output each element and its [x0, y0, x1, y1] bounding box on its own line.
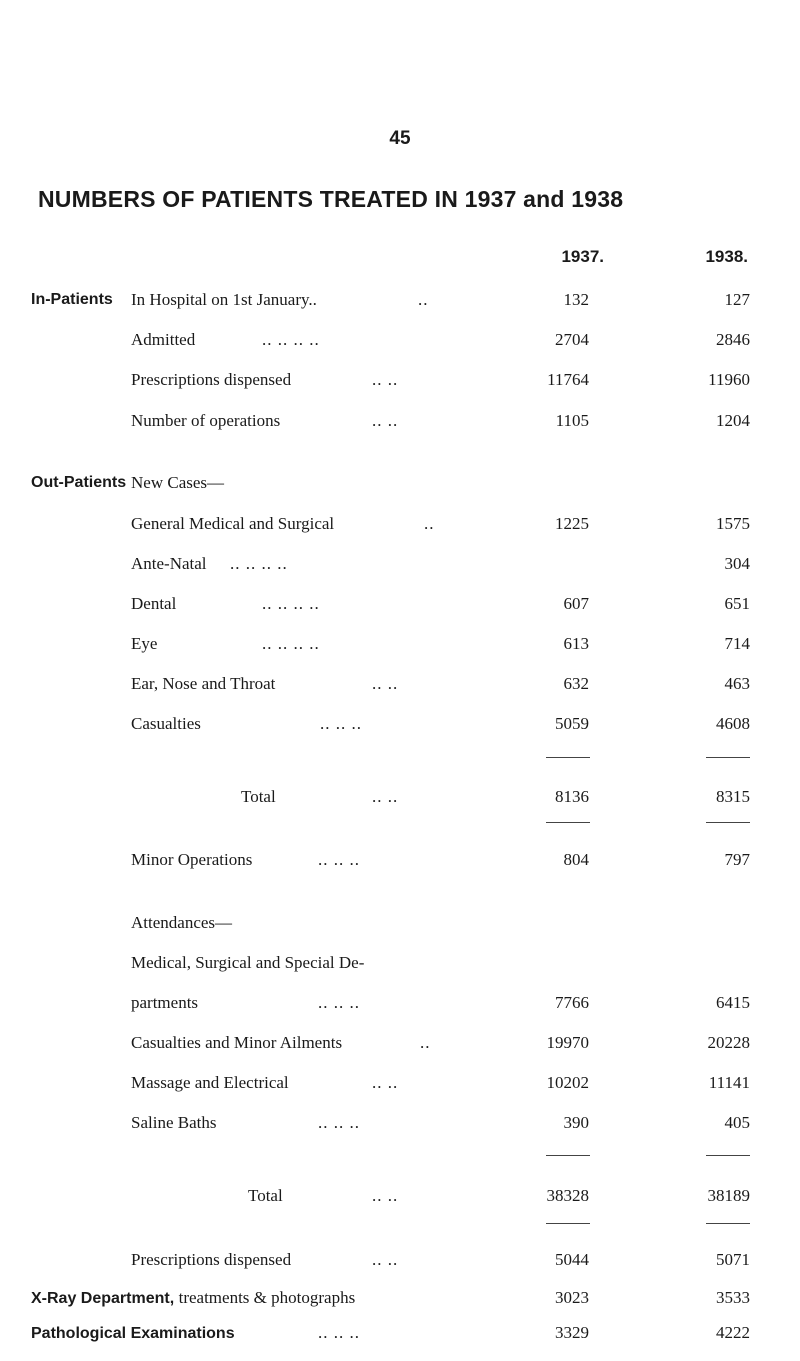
- row-label: Ante-Natal: [131, 554, 207, 573]
- row-leader: .. .. ..: [318, 850, 360, 869]
- row-leader: .. ..: [372, 411, 399, 430]
- value-1937: 7766: [555, 993, 589, 1012]
- value-1937: 390: [563, 1113, 589, 1132]
- attendances-heading: Attendances—: [131, 913, 233, 932]
- row-leader: .. ..: [372, 1186, 399, 1205]
- row-leader: .. .. .. ..: [262, 594, 320, 613]
- value-1938: 797: [724, 850, 750, 869]
- value-1938: 127: [724, 290, 750, 309]
- row-label: Minor Operations: [131, 850, 253, 869]
- total-rule-1937: [546, 822, 590, 823]
- total-rule-1937: [546, 1223, 590, 1224]
- value-1937: 613: [563, 634, 589, 653]
- total-label: Total: [241, 787, 276, 806]
- value-1937: 10202: [546, 1073, 589, 1092]
- value-1937: 5044: [555, 1250, 589, 1269]
- total-rule-1938: [706, 1223, 750, 1224]
- row-leader: .. ..: [372, 787, 399, 806]
- row-label: partments: [131, 993, 199, 1012]
- total-1938: 8315: [716, 787, 750, 806]
- row-leader: ..: [424, 514, 435, 533]
- row-label: Number of operations: [131, 411, 281, 430]
- value-1938: 1204: [716, 411, 750, 430]
- row-leader: .. .. ..: [318, 993, 360, 1012]
- value-1938: 4222: [716, 1323, 750, 1342]
- value-1937: 3023: [555, 1288, 589, 1307]
- row-label: Prescriptions dispensed: [131, 1250, 292, 1269]
- total-rule-1938: [706, 1155, 750, 1156]
- value-1938: 714: [724, 634, 750, 653]
- value-1938: 3533: [716, 1288, 750, 1307]
- row-leader: .. ..: [372, 1250, 399, 1269]
- value-1937: 1225: [555, 514, 589, 533]
- row-label: Casualties and Minor Ailments: [131, 1033, 343, 1052]
- value-1938: 20228: [707, 1033, 750, 1052]
- new-cases-heading: New Cases—: [131, 473, 225, 492]
- row-label: Admitted: [131, 330, 196, 349]
- total-rule-1938: [706, 822, 750, 823]
- row-leader: .. ..: [372, 674, 399, 693]
- total-rule-1937: [546, 1155, 590, 1156]
- value-1938: 2846: [716, 330, 750, 349]
- value-1937: 5059: [555, 714, 589, 733]
- row-leader: .. ..: [372, 1073, 399, 1092]
- value-1937: 1105: [555, 411, 589, 430]
- value-1938: 11141: [708, 1073, 750, 1092]
- value-1937: 132: [563, 290, 589, 309]
- xray-plain-label: treatments & photographs: [178, 1288, 356, 1307]
- row-label: Massage and Electrical: [131, 1073, 289, 1092]
- row-leader: .. .. .. ..: [262, 634, 320, 653]
- row-leader: .. .. .. ..: [262, 330, 320, 349]
- value-1937: 19970: [546, 1033, 589, 1052]
- xray-bold-label: X-Ray Department,: [31, 1290, 175, 1307]
- row-leader: .. ..: [372, 370, 399, 389]
- value-1938: 5071: [716, 1250, 750, 1269]
- value-1938: 11960: [708, 370, 750, 389]
- value-1938: 405: [724, 1113, 750, 1132]
- value-1938: 4608: [716, 714, 750, 733]
- xray-label: [31, 1288, 355, 1308]
- row-leader: .. .. ..: [320, 714, 362, 733]
- value-1938: 651: [724, 594, 750, 613]
- value-1937: 2704: [555, 330, 589, 349]
- row-label: Eye: [131, 634, 158, 653]
- row-leader: .. .. ..: [318, 1113, 360, 1132]
- page-number: 45: [389, 128, 411, 149]
- row-label: Dental: [131, 594, 177, 613]
- year-header-1938: 1938.: [705, 247, 748, 266]
- total-label: Total: [248, 1186, 283, 1205]
- value-1937: 3329: [555, 1323, 589, 1342]
- row-label: In Hospital on 1st January..: [131, 290, 317, 309]
- total-1937: 38328: [546, 1186, 589, 1205]
- row-label: Saline Baths: [131, 1113, 217, 1132]
- row-leader: ..: [420, 1033, 431, 1052]
- value-1937: 607: [563, 594, 589, 613]
- pathology-label: Pathological Examinations: [31, 1325, 235, 1342]
- value-1938: 1575: [716, 514, 750, 533]
- row-label: Ear, Nose and Throat: [131, 674, 276, 693]
- row-label: Medical, Surgical and Special De-: [131, 953, 365, 972]
- total-1937: 8136: [555, 787, 589, 806]
- total-rule-1938: [706, 757, 750, 758]
- total-1938: 38189: [707, 1186, 750, 1205]
- value-1937: 632: [563, 674, 589, 693]
- row-label: General Medical and Surgical: [131, 514, 335, 533]
- value-1937: 11764: [547, 370, 589, 389]
- row-leader: .. .. .. ..: [230, 554, 288, 573]
- value-1938: 6415: [716, 993, 750, 1012]
- row-label: Prescriptions dispensed: [131, 370, 292, 389]
- row-label: Casualties: [131, 714, 201, 733]
- section-label-out-patients: Out-Patients: [31, 474, 127, 491]
- value-1937: 804: [563, 850, 589, 869]
- row-leader: .. .. ..: [318, 1323, 360, 1342]
- section-label-in-patients: In-Patients: [31, 291, 113, 308]
- page-title: NUMBERS OF PATIENTS TREATED IN 1937 and 1938: [38, 186, 624, 212]
- value-1938: 463: [724, 674, 750, 693]
- value-1938: 304: [724, 554, 750, 573]
- year-header-1937: 1937.: [561, 247, 604, 266]
- row-leader: ..: [418, 290, 429, 309]
- total-rule-1937: [546, 757, 590, 758]
